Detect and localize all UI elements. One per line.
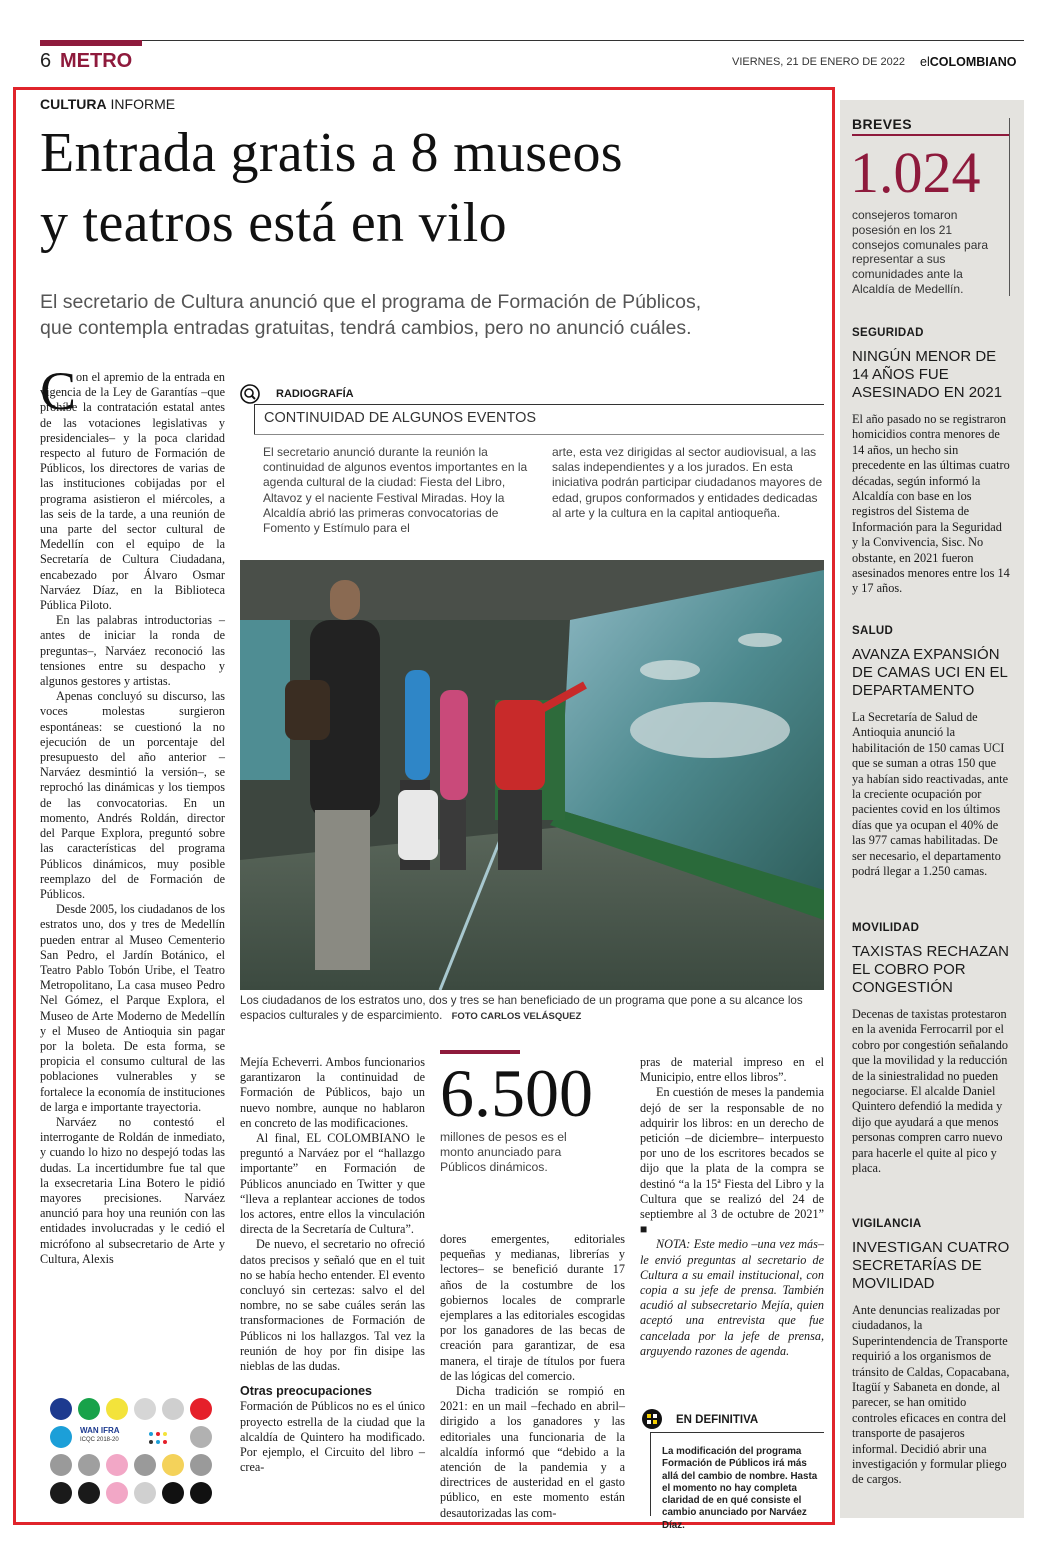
headline-line-2: y teatros está en vilo [40, 192, 507, 254]
brand-logo [920, 55, 1017, 69]
article-column-3 [440, 1232, 625, 1521]
section-name: METRO [60, 50, 133, 72]
brief-body-vigilancia: Ante denuncias realizadas por ciudadanos, la Superintendencia de Transporte requirió a los organismos de tránsito de Caldas, Copacabana, Itagüí y Sabaneta en donde, al parecer, se han omitido controles eficaces en contra del transporte de pasajeros informal. Decidió abrir una investigación y formular pliego de cargos. [852, 1303, 1010, 1487]
subhead [40, 289, 701, 341]
brief-body-movilidad: Decenas de taxistas protestaron en la avenida Ferrocarril por el cobro por congestión señalando que la movilidad y la reducción de la siniestralidad no pueden negociarse. El alcalde Daniel Quintero defendió la medida y dijo que ayudará a que menos personas compren carro nuevo para hacerle el quite al pico y placa. [852, 1007, 1009, 1176]
header-rule [40, 40, 1024, 41]
breves-big-number: 1.024 [850, 140, 981, 205]
kicker-type: INFORME [110, 96, 176, 112]
article-column-1 [40, 361, 225, 1267]
stat-value: 6.500 [440, 1055, 593, 1131]
col4-para-2: En cuestión de meses la pandemia dejó de ser la responsable de no adquirir los libros: en un derecho de petición –de diciembre– interpuesto por uno de los escritores becados se dijo que la plata de la compra se destinó “a la 15ª Fiesta del Libro y la Cultura que se realizó del 24 de septiembre al 3 de octubre de 2021” ■ [640, 1085, 824, 1237]
sidebar-item-salud [852, 625, 1010, 879]
stat-text: millones de pesos es el monto anunciado para Públicos dinámicos. [440, 1130, 567, 1174]
col2-para-2: Al final, EL COLOMBIANO le preguntó a Narváez por el “hallazgo importante” en Formación de Públicos anunciado en Twitter y que “lleva a replantear acciones de todos los actores, entre ellos la vinculación directa de la Secretaría de Cultura”. [240, 1131, 425, 1237]
brief-title-seguridad: NINGÚN MENOR DE 14 AÑOS FUE ASESINADO EN 2021 [852, 348, 1003, 401]
col4-note: NOTA: Este medio –una vez más– le envió preguntas al secretario de Cultura a su email institucional, con copia a su jefe de prensa. También acudió al subsecretario Mejía, quien aceptó una entrevista que fue cancelada por la jefe de prensa, arguyendo razones de agenda. [640, 1237, 824, 1358]
col4-para-1: pras de material impreso en el Municipio, entre ellos libros”. [640, 1055, 824, 1085]
radiografia-vline [254, 404, 255, 434]
col1-para-2: En las palabras introductorias –antes de iniciar la ronda de preguntas–, Narváez reconoció las tensiones entre su despacho y algunos gestores y artistas. [40, 613, 225, 689]
section-tab-bar [40, 40, 142, 46]
definitiva-icon [641, 1408, 663, 1430]
article-column-2 [240, 1055, 425, 1475]
color-control-bar [40, 1394, 225, 1512]
definitiva-text: La modificación del programa Formación de Públicos irá más allá del cambio de nombre. Hasta el momento no hay completa claridad de en qué consiste el cambio anunciado por Narváez Díaz. [662, 1446, 818, 1531]
col1-para-3: Apenas concluyó su discurso, las voces molestas surgieron espontáneas: se cuestionó la no ejecución de un porcentaje del presupuesto del año anterior –Narváez desmintió la versión–, se reprochó las dinámicas y los tiempos de las convocatorias. En un momento, Andrés Roldán, director del Parque Explora, preguntó sobre las características del programa Públicos dinámicos, muy posible reemplazo del de Formación de Públicos. [40, 689, 225, 901]
kicker [40, 96, 175, 112]
col1-para-5: Narváez no contestó el interrogante de Roldán de inmediato, y cuando lo hizo no despejó todas las dudas. La incertidumbre fue tal que la exsecretaria Lina Botero le pidió mayores precisiones. Narváez anunció para hoy una reunión con las entidades involucradas y le cedió el micrófono al subsecretario de Arte y Cultura, Alexis [40, 1114, 225, 1266]
subhead-line-1: El secretario de Cultura anunció que el programa de Formación de Públicos, [40, 291, 702, 313]
subhead-line-2: que contempla entradas gratuitas, tendrá cambios, pero no anunció cuáles. [40, 317, 692, 339]
brief-title-salud: AVANZA EXPANSIÓN DE CAMAS UCI EN EL DEPARTAMENTO [852, 646, 1008, 699]
col2-para-1: Mejía Echeverri. Ambos funcionarios garantizaron la continuidad de Formación de Públicos, bajo un nuevo nombre, aunque no hablaron en concreto de las modificaciones. [240, 1055, 425, 1130]
radiografia-icon [240, 384, 260, 404]
kicker-section: CULTURA [40, 96, 107, 112]
col2-para-4: Formación de Públicos no es el único proyecto estrella de la ciudad que la alcaldía de Quintero ha modificado. Por ejemplo, el Circuito del libro –crea- [240, 1399, 425, 1475]
breves-label: BREVES [852, 116, 912, 132]
brief-body-seguridad: El año pasado no se registraron homicidios contra menores de 14 años, un hecho sin precedente en las últimas cuatro décadas, según informó la Alcaldía con base en los registros del Sistema de Información para la Seguridad y la Convivencia, Sisc. No obstante, en 2021 fueron asesinados menores entre los 14 y 17 años. [852, 412, 1010, 596]
col1-para-4: Desde 2005, los ciudadanos de los estratos uno, dos y tres de Medellín pueden entrar al Museo Cementerio San Pedro, el Jardín Botánico, el Teatro Pablo Tobón Uribe, el Teatro Metropolitano, La casa museo Pedro Nel Gómez, el Parque Explora, el Museo de Arte Moderno de Medellín y el Museo de Antioquia sin pagar por la boleta. De esta forma, se propicia el consumo cultural de las poblaciones vulnerables y se fortalece la economía de instituciones de larga e importante trayectoria. [40, 902, 225, 1114]
definitiva-vline [650, 1432, 651, 1516]
col2-para-3: De nuevo, el secretario no ofreció datos precisos y señaló que en el tuit no se había hecho entender. El evento concluyó sin certezas: salvo el del nombre, no se sabe cuáles serán las transformaciones de Formación de Públicos ni los hallazgos. Tal vez la reunión de hoy por fin disipe las nieblas de las dudas. [240, 1237, 425, 1374]
definitiva-label: EN DEFINITIVA [676, 1414, 759, 1426]
headline [40, 118, 623, 258]
breves-big-text: consejeros tomaron posesión en los 21 consejos comunales para representar a sus comunidades ante la Alcaldía de Medellín. [852, 208, 989, 296]
brief-title-vigilancia: INVESTIGAN CUATRO SECRETARÍAS DE MOVILIDAD [852, 1239, 1010, 1292]
section-label-seguridad: SEGURIDAD [852, 327, 924, 339]
col2-subhead: Otras preocupaciones [240, 1384, 372, 1399]
col1-para-1: on el apremio de la entrada en vigencia de la Ley de Garantías –que prohíbe la contratación estatal antes de las votaciones legislativas y presidenciales– y la poca claridad respecto al futuro de Formación de Públicos, los directores de varias de las instituciones cobijadas por el programa asistieron el miércoles, a las seis de la tarde, a una reunión de una parte del sector cultural de Medellín con el equipo de la Secretaría de Cultura Ciudadana, encabezado por Álvaro Osmar Narváez Díaz, en la Biblioteca Pública Piloto. [40, 370, 225, 613]
brand-name: COLOMBIANO [929, 55, 1017, 69]
caption-text: Los ciudadanos de los estratos uno, dos y tres se han beneficiado de un programa que pone a su alcance los espacios culturales y de esparcimiento. [240, 994, 803, 1022]
wan-ifra-code: ICQC 2018-20 [80, 1437, 119, 1443]
section-label-salud: SALUD [852, 625, 894, 637]
col3-para-1: dores emergentes, editoriales pequeñas y medianas, librerías y lectores– se benefició durante 17 años de la costumbre de los gobiernos locales de comprarle ejemplares a las editoriales escogidas por los ganadores de las becas de creación para garantizar, de esa manera, el tiraje de títulos por fuera de las lógicas del comercio. [440, 1232, 625, 1383]
breves-vline [1009, 118, 1010, 296]
sidebar-item-vigilancia [852, 1218, 1010, 1488]
radiografia-rule [254, 404, 824, 405]
drop-cap: C [40, 361, 77, 421]
brief-body-salud: La Secretaría de Salud de Antioquia anunció la habilitación de 150 camas UCI que se suman a otras 150 que ya habían sido reactivadas, ante la creciente ocupación por pacientes covid en los últimos días que ya ocupan el 40% de las 977 camas habilitadas. De ser necesario, el departamento podrá llegar a 1.250 camas. [852, 710, 1009, 879]
col3-para-2: Dicha tradición se rompió en 2021: en un mail –fechado en abril– dirigido a los ganadores y las editoriales una funcionaria de la alcaldía informó que “debido a la atención de la pandemia y a directrices de austeridad en el gasto público, en este momento están desautorizadas las com- [440, 1384, 625, 1520]
radiografia-text-right: arte, esta vez dirigidas al sector audiovisual, a las salas independientes y a los jurados. En esta iniciativa podrán participar ciudadanos mayores de edad, grupos conformados y entidades dedicadas al arte y la cultura en la capital antioqueña. [552, 445, 823, 520]
photo-credit: FOTO CARLOS VELÁSQUEZ [451, 1010, 582, 1022]
headline-line-1: Entrada gratis a 8 museos [40, 122, 623, 184]
page-date: VIERNES, 21 DE ENERO DE 2022 [732, 56, 906, 68]
section-label-movilidad: MOVILIDAD [852, 922, 920, 934]
radiografia-label: RADIOGRAFÍA [276, 388, 354, 400]
radiografia-title-rule [254, 434, 824, 435]
sidebar-item-seguridad [852, 327, 1010, 597]
brief-title-movilidad: TAXISTAS RECHAZAN EL COBRO POR CONGESTIÓN [852, 943, 1009, 996]
sidebar-item-movilidad [852, 922, 1010, 1176]
definitiva-rule [650, 1432, 824, 1433]
radiografia-text-left: El secretario anunció durante la reunión la continuidad de algunos eventos importantes en la agenda cultural de la ciudad: Fiesta del Libro, Altavoz y el naciente Festival Miradas. Hoy la Alcaldía abrió las primeras convocatorias de Fomento y Estímulo para el [263, 445, 528, 536]
breves-rule [852, 134, 1010, 136]
radiografia-title: CONTINUIDAD DE ALGUNOS EVENTOS [264, 410, 537, 426]
article-photo [240, 560, 824, 990]
wan-ifra-logo: WAN IFRA [80, 1426, 120, 1435]
article-column-4 [640, 1055, 824, 1359]
brand-prefix: el [920, 55, 930, 69]
photo-caption [240, 994, 824, 1024]
section-label-vigilancia: VIGILANCIA [852, 1218, 922, 1230]
page-number: 6 [40, 50, 52, 72]
